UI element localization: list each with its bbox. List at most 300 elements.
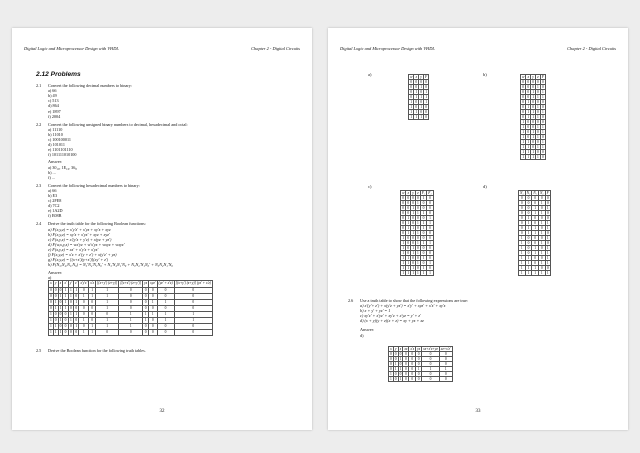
table-cell: 1: [157, 299, 174, 305]
column-header: [(x+y') (z+y)]: [96, 281, 118, 286]
table-cell: 0: [525, 236, 532, 241]
table-cell: 1: [532, 211, 539, 216]
table-cell: 1: [537, 115, 539, 119]
table-cell: 1: [542, 90, 544, 94]
table-cell: 0: [50, 287, 52, 292]
table-cell: 0: [519, 226, 526, 231]
table-cell: 0: [525, 246, 532, 251]
table-cell: 0: [75, 293, 78, 298]
column-header: F: [425, 75, 428, 79]
table-cell: 1: [157, 318, 174, 324]
column-header: x: [50, 281, 52, 286]
table-cell: 1: [119, 318, 143, 324]
column-header: y: [54, 281, 57, 286]
table-cell: 0: [532, 80, 534, 84]
table-cell: 0: [538, 206, 545, 211]
table-row: [409, 115, 429, 120]
table-row: [519, 271, 551, 276]
column-header: y: [532, 75, 534, 79]
table-cell: 0: [525, 196, 532, 201]
table-cell: 1: [64, 299, 67, 304]
table-cell: 0: [407, 251, 410, 255]
table-cell: 0: [410, 90, 413, 94]
table-cell: 1: [79, 293, 89, 299]
table-cell: 0: [409, 367, 416, 372]
table-cell: 0: [425, 85, 427, 89]
table-cell: 0: [157, 305, 174, 311]
table-cell: 0: [532, 201, 539, 206]
list-item: d) (x + y)(y + z)(x + z) = xy + yz + xz: [360, 318, 424, 324]
truth-table-d: [518, 190, 551, 276]
table-cell: 0: [439, 362, 452, 367]
table-cell: 0: [79, 311, 89, 317]
table-cell: 0: [427, 206, 433, 211]
table-cell: 1: [532, 95, 534, 99]
table-cell: 0: [527, 135, 530, 139]
left-page: [12, 28, 312, 430]
table-cell: 1: [527, 105, 530, 109]
table-cell: 1: [390, 372, 392, 376]
table-cell: 1: [410, 100, 413, 104]
column-header: w: [522, 75, 525, 79]
table-cell: 1: [542, 130, 544, 134]
table-cell: 0: [422, 352, 440, 357]
table-cell: 1: [522, 125, 525, 129]
table-cell: 0: [412, 241, 414, 245]
table-cell: 1: [546, 246, 549, 250]
table-cell: 1: [420, 271, 426, 276]
table-cell: 1: [538, 261, 545, 266]
table-cell: 0: [390, 367, 392, 371]
table-cell: 0: [412, 196, 414, 200]
table-cell: 1: [119, 324, 143, 330]
table-cell: 1: [532, 251, 539, 256]
right-page: [328, 28, 628, 430]
chapter-title: Chapter 2 - Digital Circuits: [567, 46, 616, 51]
table-cell: 1: [422, 367, 440, 372]
table-cell: 1: [542, 145, 544, 149]
table-cell: 0: [75, 330, 78, 335]
table-cell: 0: [149, 305, 157, 311]
table-cell: 0: [403, 352, 409, 357]
table-cell: 0: [95, 311, 118, 317]
table-cell: 1: [420, 105, 422, 109]
table-cell: 1: [525, 226, 532, 231]
table-cell: 0: [420, 110, 422, 114]
table-cell: 0: [538, 256, 545, 261]
table-cell: 0: [79, 324, 89, 330]
table-cell: 1: [407, 256, 410, 260]
table-cell: 1: [427, 216, 433, 221]
table-cell: 0: [537, 140, 539, 144]
table-cell: 1: [532, 115, 534, 119]
table-cell: 0: [427, 256, 433, 261]
page-number: 33: [475, 409, 481, 414]
list-item: e) 1101101110: [48, 147, 73, 153]
table-cell: 0: [425, 105, 427, 109]
table-cell: 0: [412, 236, 414, 240]
table-cell: 0: [425, 80, 427, 84]
table-cell: 0: [532, 85, 534, 89]
table-cell: 1: [527, 155, 530, 159]
table-cell: 1: [412, 251, 414, 255]
table-cell: 0: [532, 196, 539, 201]
column-header: xz: [404, 347, 408, 351]
table-cell: 0: [54, 293, 57, 298]
table-cell: 1: [415, 110, 418, 114]
table-d-label: d): [483, 184, 487, 189]
table-cell: 0: [527, 90, 530, 94]
table-cell: 1: [75, 324, 78, 329]
table-cell: 1: [149, 311, 157, 317]
table-cell: 0: [532, 256, 539, 261]
table-cell: 0: [546, 241, 549, 245]
column-header: (yz' + x'z): [158, 281, 173, 286]
page-number: 32: [159, 409, 165, 414]
table-cell: 0: [394, 372, 397, 376]
question-text: Derive the Boolean function for the following truth tables.: [48, 348, 146, 354]
table-cell: 0: [519, 211, 526, 216]
table-cell: 0: [532, 241, 539, 246]
table-cell: 0: [412, 261, 414, 265]
column-header: xz+x'z+yz: [423, 347, 438, 351]
table-cell: 0: [538, 246, 545, 251]
table-cell: 1: [59, 293, 62, 298]
table-cell: 0: [407, 236, 410, 240]
table-cell: 1: [519, 241, 526, 246]
table-cell: 0: [519, 231, 526, 236]
table-cell: 1: [50, 324, 52, 329]
table-cell: 0: [537, 100, 539, 104]
table-cell: 0: [143, 305, 149, 311]
column-header: [(x+z') (z+y')]: [120, 281, 142, 286]
left-content: [36, 72, 296, 353]
table-cell: 1: [546, 251, 549, 255]
table-cell: 1: [427, 221, 433, 226]
answer-label: Answer:: [360, 327, 375, 333]
answer-item: a) 30₁₀, 1E₁₆, 36₈: [48, 164, 77, 170]
column-header: z: [417, 191, 419, 195]
table-cell: 1: [420, 95, 422, 99]
table-cell: 1: [59, 330, 62, 335]
table-cell: 1: [522, 150, 525, 154]
question-number: 2.2: [36, 121, 42, 127]
table-cell: 0: [522, 105, 525, 109]
table-cell: 1: [415, 95, 418, 99]
list-item: f) 101111010100: [48, 152, 77, 158]
answer-item: f) ...: [48, 174, 55, 180]
page-header: [24, 46, 300, 51]
list-item: c) 513: [48, 98, 59, 104]
table-cell: 1: [546, 271, 549, 275]
table-cell: 0: [59, 311, 62, 316]
table-cell: 0: [522, 90, 525, 94]
table-cell: 0: [532, 120, 534, 124]
table-cell: 1: [54, 305, 57, 310]
question-number: 2.5: [36, 348, 42, 354]
table-cell: 1: [519, 271, 526, 276]
table-cell: 0: [522, 115, 525, 119]
table-cell: 1: [527, 115, 530, 119]
table-cell: 0: [546, 196, 549, 200]
table-cell: 0: [149, 287, 157, 293]
table-cell: 1: [407, 216, 410, 220]
table-cell: 1: [546, 236, 549, 240]
table-cell: 1: [402, 256, 405, 260]
table-cell: 1: [89, 324, 96, 330]
table-cell: 0: [390, 362, 392, 366]
question-2-1: [36, 83, 296, 119]
table-row: [49, 330, 213, 336]
table-cell: 1: [415, 90, 418, 94]
table-cell: 0: [427, 236, 433, 241]
table-cell: 1: [538, 271, 545, 276]
table-cell: 1: [407, 231, 410, 235]
table-cell: 0: [427, 266, 433, 271]
table-cell: 1: [538, 251, 545, 256]
table-cell: 0: [409, 357, 416, 362]
table-cell: 0: [542, 120, 544, 124]
table-cell: 0: [157, 330, 174, 336]
table-cell: 0: [390, 352, 392, 356]
table-cell: 0: [522, 85, 525, 89]
table-cell: 1: [522, 135, 525, 139]
table-cell: 0: [527, 125, 530, 129]
table-cell: 1: [79, 330, 89, 336]
table-cell: 0: [174, 305, 212, 311]
table-cell: 0: [50, 293, 52, 298]
table-cell: 0: [174, 324, 212, 330]
table-cell: 1: [174, 318, 212, 324]
table-cell: 1: [420, 256, 426, 261]
table-cell: 0: [527, 120, 530, 124]
table-cell: 0: [542, 155, 544, 159]
table-cell: 1: [417, 231, 419, 235]
table-cell: 1: [143, 311, 149, 317]
table-cell: 1: [537, 155, 539, 159]
table-cell: 1: [95, 287, 118, 293]
table-cell: 0: [402, 231, 405, 235]
table-cell: 0: [522, 80, 525, 84]
table-cell: 0: [519, 221, 526, 226]
table-cell: 0: [427, 246, 433, 251]
table-cell: 0: [542, 100, 544, 104]
table-cell: 0: [412, 256, 414, 260]
table-cell: 1: [59, 318, 62, 323]
table-cell: 1: [50, 311, 52, 316]
table-c-label: c): [368, 184, 372, 189]
table-cell: 0: [402, 211, 405, 215]
table-cell: 1: [412, 226, 414, 230]
table-cell: 0: [75, 305, 78, 310]
table-cell: 0: [542, 135, 544, 139]
list-item: f) E08B: [48, 213, 62, 219]
table-cell: 1: [54, 299, 57, 304]
table-cell: 0: [427, 201, 433, 206]
table-cell: 0: [119, 287, 143, 293]
table-cell: 0: [519, 201, 526, 206]
table-cell: 0: [522, 110, 525, 114]
table-cell: 0: [420, 246, 426, 251]
column-header: xz+x'z': [440, 347, 451, 351]
table-cell: 0: [532, 125, 534, 129]
table-cell: 0: [422, 377, 440, 382]
table-cell: 0: [89, 305, 96, 311]
table-cell: 1: [75, 299, 78, 304]
table-cell: 0: [532, 100, 534, 104]
column-header: z: [399, 347, 402, 351]
table-cell: 1: [527, 150, 530, 154]
table-cell: 1: [54, 324, 57, 329]
table-cell: 1: [402, 241, 405, 245]
table-cell: 1: [394, 362, 397, 366]
table-cell: 1: [546, 226, 549, 230]
list-item: f) F(x,y,z) = x'z + x'(y + z') + x(y'z' + yz): [48, 252, 117, 257]
answer-item: b) ...: [48, 169, 56, 175]
table-cell: 1: [420, 85, 422, 89]
table-cell: 0: [70, 305, 72, 310]
list-item: d) 864: [48, 103, 59, 109]
table-cell: 0: [157, 293, 174, 299]
table-cell: 1: [546, 261, 549, 265]
table-cell: 0: [402, 206, 405, 210]
table-cell: 0: [407, 196, 410, 200]
table-cell: 0: [416, 352, 422, 357]
table-cell: 0: [402, 221, 405, 225]
list-item: c) 2FE8: [48, 198, 62, 204]
table-cell: 0: [525, 241, 532, 246]
table-cell: 0: [410, 85, 413, 89]
table-cell: 0: [174, 293, 212, 299]
table-cell: 1: [416, 367, 422, 372]
table-cell: 0: [143, 324, 149, 330]
table-cell: 0: [422, 362, 440, 367]
list-item: a) F(x,y,z) = x'y'z' + x'yz + xy'z + xyz: [48, 226, 111, 232]
table-cell: 1: [50, 318, 52, 323]
question-text: Convert the following hexadecimal numbers to binary:: [48, 182, 140, 188]
table-cell: 0: [538, 236, 545, 241]
column-header: x'z: [410, 347, 415, 351]
table-cell: 1: [420, 226, 426, 231]
table-cell: 1: [412, 246, 414, 250]
question-text: Convert the following unsigned binary numbers to decimal, hexadecimal and octal:: [48, 121, 188, 127]
column-header: N₀: [539, 191, 544, 195]
column-header: F: [541, 75, 544, 79]
table-cell: 1: [417, 261, 419, 265]
table-cell: 0: [537, 130, 539, 134]
table-cell: 0: [119, 293, 143, 299]
table-cell: 0: [403, 367, 409, 372]
table-cell: 0: [542, 85, 544, 89]
column-header: N₁: [533, 191, 537, 195]
question-2-5: [36, 348, 296, 353]
table-cell: 0: [427, 251, 433, 256]
table-cell: 0: [417, 246, 419, 250]
table-cell: 1: [527, 110, 530, 114]
table-b-label: b): [483, 72, 487, 77]
table-cell: 1: [532, 130, 534, 134]
answer-label: Answer:: [48, 270, 63, 276]
table-cell: 0: [542, 150, 544, 154]
table-cell: 1: [410, 115, 413, 119]
table-cell: 0: [417, 196, 419, 200]
table-cell: 0: [89, 299, 96, 305]
table-cell: 1: [537, 145, 539, 149]
table-cell: 0: [407, 206, 410, 210]
table-cell: 1: [95, 305, 118, 311]
table-cell: 1: [420, 266, 426, 271]
table-cell: 0: [119, 305, 143, 311]
table-cell: 0: [542, 80, 544, 84]
table-cell: 0: [403, 357, 409, 362]
table-cell: 0: [522, 100, 525, 104]
list-item: b) E3: [48, 192, 58, 198]
table-cell: 0: [402, 201, 405, 205]
table-cell: 1: [538, 201, 545, 206]
table-a-label: a): [368, 72, 372, 77]
table-header-row: [521, 75, 546, 80]
table-cell: 0: [399, 362, 402, 366]
table-cell: 0: [420, 201, 426, 206]
table-cell: 1: [527, 140, 530, 144]
table-cell: 0: [89, 311, 96, 317]
table-cell: 0: [54, 318, 57, 323]
table-cell: 1: [525, 261, 532, 266]
table-cell: 1: [532, 110, 534, 114]
table-cell: 1: [519, 256, 526, 261]
truth-table-a: [408, 74, 429, 120]
table-cell: 1: [399, 357, 402, 361]
table-cell: 1: [519, 246, 526, 251]
table-cell: 0: [119, 330, 143, 336]
table-cell: 1: [522, 155, 525, 159]
table-cell: 0: [79, 287, 89, 293]
column-header: z: [537, 75, 539, 79]
table-cell: 1: [522, 140, 525, 144]
table-cell: 1: [519, 261, 526, 266]
table-cell: 0: [79, 305, 89, 311]
table-cell: 0: [439, 372, 452, 377]
column-header: x: [527, 75, 530, 79]
table-cell: 1: [70, 293, 72, 298]
table-cell: 0: [403, 362, 409, 367]
table-cell: 0: [522, 95, 525, 99]
table-cell: 0: [420, 206, 426, 211]
table-cell: 1: [75, 287, 78, 292]
table-cell: 1: [532, 231, 539, 236]
table-cell: 1: [525, 216, 532, 221]
list-item: b) 11010: [48, 131, 63, 137]
table-cell: 1: [420, 241, 426, 246]
list-item: f) 2004: [48, 113, 61, 119]
table-cell: 1: [420, 196, 426, 201]
table-cell: 1: [538, 241, 545, 246]
table-cell: 0: [542, 105, 544, 109]
table-cell: 1: [412, 211, 414, 215]
table-cell: 0: [525, 211, 532, 216]
column-header: yz: [144, 281, 148, 286]
table-cell: 1: [95, 318, 118, 324]
table-cell: 1: [525, 266, 532, 271]
table-cell: 0: [403, 372, 409, 377]
table-cell: 0: [417, 266, 419, 270]
table-cell: 0: [427, 196, 433, 201]
column-header: y': [69, 281, 73, 286]
table-cell: 0: [546, 211, 549, 215]
table-cell: 1: [412, 266, 414, 270]
table-cell: 1: [522, 120, 525, 124]
table-cell: 0: [527, 80, 530, 84]
